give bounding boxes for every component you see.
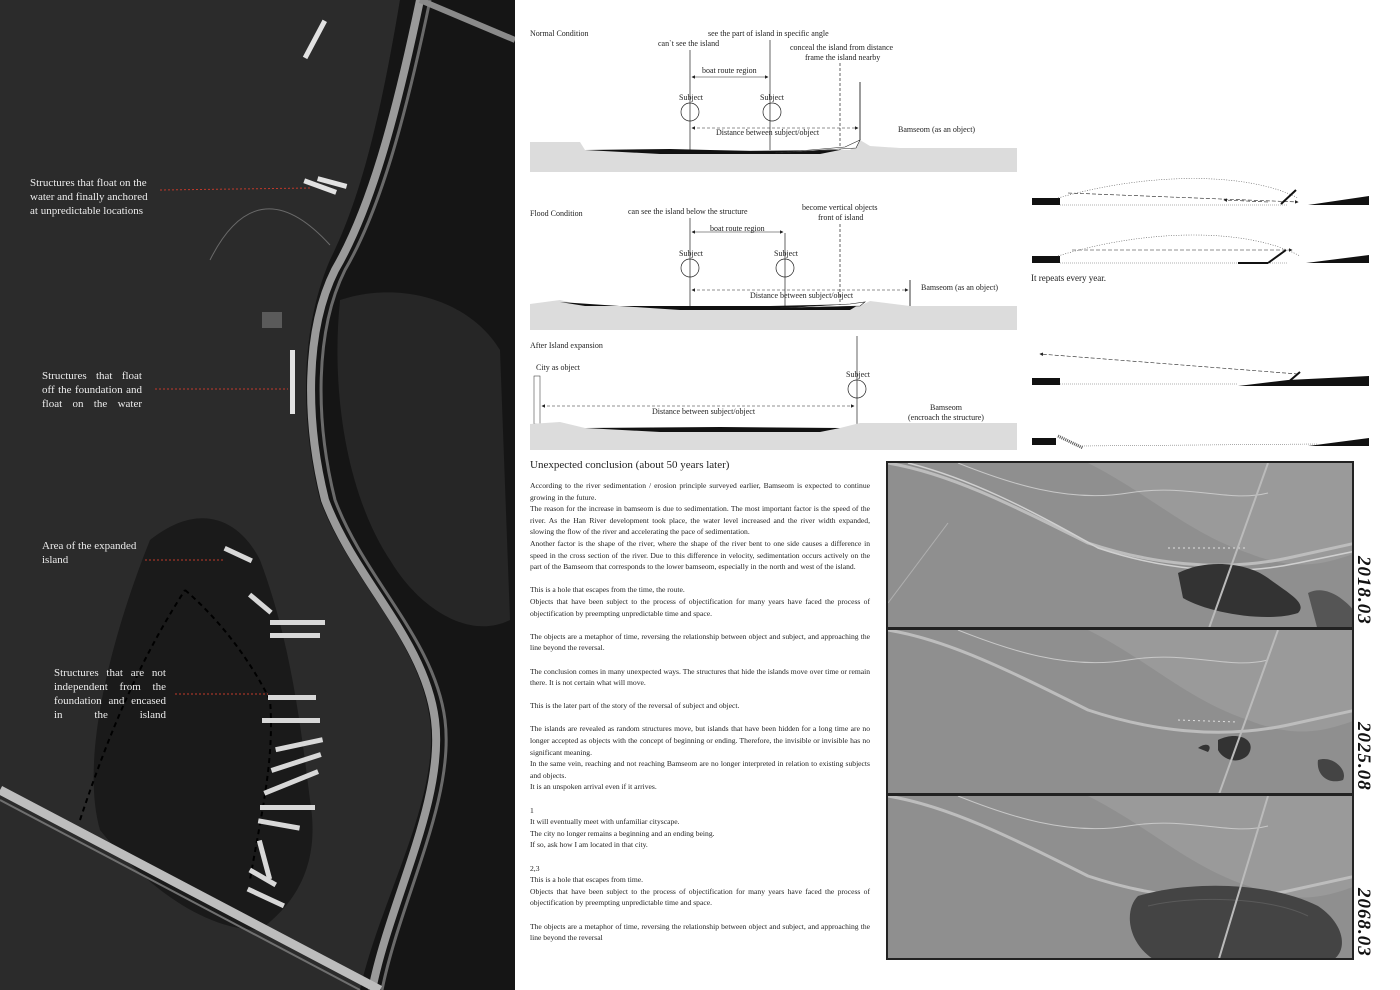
island-2018	[1178, 564, 1301, 617]
para: It will eventually meet with unfamiliar cityscape.	[530, 817, 680, 827]
flood-annot-below: can see the island below the structure	[628, 207, 748, 216]
expansion-distance: Distance between subject/object	[652, 407, 756, 416]
normal-annot-angle: see the part of island in specific angle	[708, 29, 829, 38]
aerial-map	[0, 0, 515, 990]
para: The reason for the increase in bamseom is due to sedimentation. The most important factor is the speed of the river. As the Han River development took place, the water level increased and the river width expanded, slowing the flow of the river and accelerating the pace of sedimentation.	[530, 504, 870, 537]
normal-subject-1: Subject	[679, 93, 703, 102]
para: This is a hole that escapes from time.	[530, 875, 644, 885]
expansion-subject: Subject	[846, 370, 870, 379]
flood-annot-front: front of island	[818, 213, 864, 222]
normal-annot-frame: frame the island nearby	[805, 53, 881, 62]
label-encased-structures: Structures that are not independent from the foundation and encased in the island	[54, 667, 166, 721]
para: In the same vein, reaching and not reaching Bamseom are no longer interpreted in relation to existing subjects and objects.	[530, 759, 870, 780]
island-2025	[1218, 736, 1251, 760]
para: The conclusion comes in many unexpected ways. The structures that hide the islands move over time or remain there. It is not certain what will move.	[530, 666, 870, 688]
para: The objects are a metaphor of time, reversing the relationship between object and subject, and approaching the line beyond the reversal.	[530, 631, 870, 653]
conclusion-body	[530, 480, 870, 955]
label-expanded-island: Area of the expanded island	[42, 540, 137, 566]
normal-annot-cant-see: can`t see the island	[658, 39, 720, 48]
para: This is the later part of the story of the reversal of subject and object.	[530, 701, 740, 711]
para: Objects that have been subject to the process of objectification for many years have faced the process of objectification by preempting unpredictable time and space.	[530, 886, 870, 908]
normal-annot-conceal: conceal the island from distance	[790, 43, 894, 52]
flood-title: Flood Condition	[530, 209, 583, 218]
para: The islands are revealed as random structures move, but islands that have been hidden for a long time are no longer accepted as objects with the concept of beginning or ending. Therefore, the invisible or invisible has no significant meaning.	[530, 724, 870, 757]
date-2025: 2025.08	[1353, 722, 1374, 791]
normal-route: boat route region	[702, 66, 757, 75]
conclusion-title: Unexpected conclusion (about 50 years later)	[530, 459, 730, 471]
flood-subject-2: Subject	[774, 249, 798, 258]
map-panel-2025	[886, 628, 1354, 795]
flood-distance: Distance between subject/object	[750, 291, 854, 300]
expansion-title: After Island expansion	[530, 341, 603, 350]
normal-title: Normal Condition	[530, 29, 589, 38]
date-2068: 2068.03	[1353, 888, 1374, 957]
cycle-diagrams	[1028, 176, 1373, 456]
para: The objects are a metaphor of time, reversing the relationship between object and subject, and approaching the line beyond the reversal	[530, 921, 870, 943]
repeat-note: It repeats every year.	[1031, 273, 1106, 283]
expansion-city: City as object	[536, 363, 580, 372]
para: It is an unspoken arrival even if it arrives.	[530, 782, 657, 792]
normal-distance: Distance between subject/object	[716, 128, 820, 137]
map-panel-2018	[886, 461, 1354, 629]
normal-subject-2: Subject	[760, 93, 784, 102]
section-diagrams	[520, 20, 1020, 460]
para: If so, ask how I am located in that city.	[530, 840, 648, 850]
label-float-anchored: Structures that float on the water and finally anchored at unpredictable locations	[30, 177, 148, 217]
flood-object: Bamseom (as an object)	[921, 283, 999, 292]
date-2018: 2018.03	[1353, 556, 1374, 625]
para: 2,3	[530, 863, 540, 873]
expansion-object: Bamseom	[930, 403, 962, 412]
para: The city no longer remains a beginning and an ending being.	[530, 828, 715, 838]
flood-subject-1: Subject	[679, 249, 703, 258]
flood-route: boat route region	[710, 224, 765, 233]
map-panel-2068	[886, 794, 1354, 960]
flood-annot-vertical: become vertical objects	[802, 203, 878, 212]
expansion-object-note: (encroach the structure)	[908, 413, 984, 422]
para: Another factor is the shape of the river, where the shape of the river bent to one side causes a difference in speed in the cross section of the river. Due to this difference in velocity, sedimentation occurs actively on the part of the Bamseom that corresponds to the lower bamseom, especially in the north and west of the island.	[530, 538, 870, 572]
normal-object: Bamseom (as an object)	[898, 125, 976, 134]
label-float-off-foundation: Structures that float off the foundation and float on the water	[42, 370, 142, 410]
para: According to the river sedimentation / erosion principle surveyed earlier, Bamseom is expected to continue growing in the future.	[530, 481, 870, 502]
para: This is a hole that escapes from the time, the route.	[530, 585, 685, 595]
para: 1	[530, 805, 534, 815]
para: Objects that have been subject to the process of objectification for many years have faced the process of objectification by preempting unpredictable time and space.	[530, 596, 870, 618]
